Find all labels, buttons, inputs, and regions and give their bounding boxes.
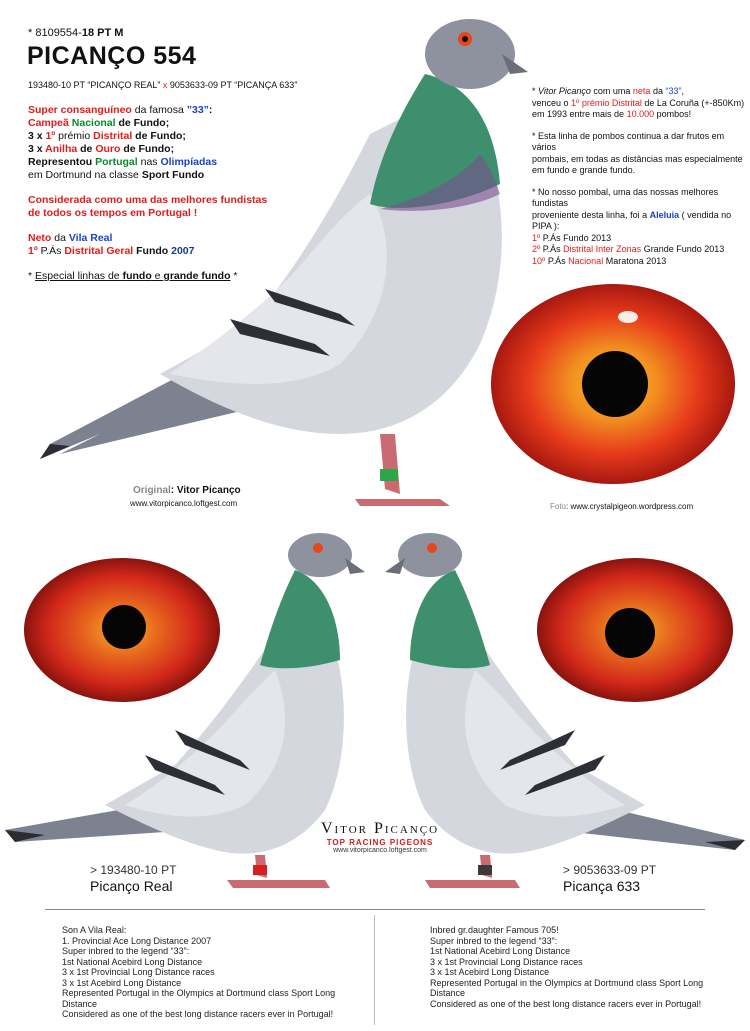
pigeon-head — [288, 533, 352, 577]
t: Super consanguíneo — [28, 104, 132, 116]
eye-closeup-main — [488, 282, 738, 492]
t: Neto — [28, 232, 52, 244]
t: 10º — [532, 255, 546, 266]
t: de La Coruña (+-850Km) — [641, 97, 745, 108]
pedigree-mother: 9053633-09 PT “PICANÇA 633” — [169, 80, 298, 90]
t: 1º — [45, 130, 56, 142]
right-info-8 — [532, 210, 747, 233]
mother-achievement-line: 3 x 1st Acebird Long Distance — [430, 967, 550, 977]
original-url: www.vitorpicanco.loftgest.com — [130, 499, 238, 508]
t: 2º — [532, 244, 541, 254]
t: de Fundo; — [132, 130, 186, 142]
right-info-5: pombais, em todas as distâncias mas especialmente — [532, 153, 743, 164]
pigeon-eye — [427, 543, 437, 553]
t: * — [532, 86, 539, 96]
t: Representou — [28, 156, 96, 168]
pigeon-beak — [345, 558, 365, 574]
father-achievement-line: Son A Vila Real: — [62, 925, 127, 935]
mother-ring: > 9053633-09 PT — [563, 863, 657, 877]
divider-vertical — [374, 915, 375, 1025]
right-info-9 — [532, 233, 747, 245]
t: ( vendida no PIPA ): — [532, 209, 732, 231]
t: da — [650, 86, 666, 96]
right-info-6: em fundo e grande fundo. — [532, 165, 636, 175]
t: * — [28, 270, 36, 282]
pedigree-x: x — [160, 80, 170, 90]
t: prémio — [55, 130, 94, 142]
mother-achievement-line: Inbred gr.daughter Famous 705! — [430, 925, 559, 935]
t: Vila Real — [68, 232, 113, 244]
pedigree-father: 193480-10 PT “PICANÇO REAL” — [28, 80, 161, 90]
ring-prefix: * 8109554- — [28, 27, 82, 39]
t: Distrital — [93, 130, 133, 142]
info-considered-2: de todos os tempos em Portugal ! — [28, 207, 198, 219]
t: 2007 — [171, 245, 195, 257]
t: Original — [133, 485, 171, 496]
pigeon-head — [398, 533, 462, 577]
t: Foto — [550, 502, 567, 511]
t: pombos! — [654, 109, 692, 119]
right-info-4: * Esta linha de pombos continua a dar frutos em vários — [532, 130, 725, 152]
mother-achievements — [430, 925, 740, 1009]
divider-horizontal — [45, 909, 705, 910]
brand-name: Vitor Picanço — [320, 820, 440, 837]
father-achievements — [62, 925, 372, 1020]
right-info-block — [532, 86, 747, 267]
father-achievement-line: Considered as one of the best long distance racers ever in Portugal! — [62, 1009, 334, 1019]
t: em Dortmund na classe — [28, 169, 142, 181]
pigeon-beak — [385, 558, 405, 574]
leg-ring — [380, 469, 398, 481]
t: : Vitor Picanço — [170, 485, 241, 496]
father-achievement-line: Represented Portugal in the Olympics at Dortmund class Sport Long Distance — [62, 988, 336, 1009]
t: ”33” — [186, 104, 209, 116]
t: de Fundo; — [120, 143, 175, 155]
t: da — [51, 232, 69, 244]
right-info-7: * No nosso pombal, uma das nossas melhores fundistas — [532, 186, 719, 208]
t: 1º prémio Distrital — [571, 97, 642, 108]
t: 10.000 — [626, 109, 655, 119]
right-info-11 — [532, 256, 747, 268]
brand-logo — [300, 820, 460, 854]
t: e — [151, 270, 164, 282]
t: P.Ás — [37, 245, 65, 257]
leg-ring — [478, 865, 492, 875]
foto-credit — [550, 502, 693, 511]
mother-achievement-line: Super inbred to the legend “33”: — [430, 935, 558, 946]
pigeon-neck — [410, 570, 490, 668]
mother-achievement-line: Represented Portugal in the Olympics at Dortmund class Sport Long Distance — [430, 977, 704, 998]
t: , — [681, 86, 684, 96]
t: venceu o — [532, 97, 572, 108]
page-title: PICANÇO 554 — [27, 42, 197, 70]
right-info-10 — [532, 244, 747, 256]
t: Vitor Picanço — [538, 86, 591, 96]
t: em 1993 entre mais de — [532, 109, 627, 119]
mother-achievement-line: Considered as one of the best long distance racers ever in Portugal! — [430, 998, 702, 1009]
t: com uma — [590, 86, 633, 96]
t: Maratona 2013 — [603, 255, 667, 266]
t: fundo — [122, 270, 152, 282]
t: Sport Fundo — [141, 169, 205, 181]
t: de — [77, 143, 96, 155]
father-achievement-line: 3 x 1st Acebird Long Distance — [62, 977, 182, 988]
father-achievement-line: Super inbred to the legend “33”: — [62, 946, 190, 956]
right-info-2 — [532, 98, 747, 110]
t: P.Ás Fundo 2013 — [540, 232, 612, 243]
pigeon-feet — [425, 880, 520, 888]
father-achievement-line: 1st National Acebird Long Distance — [62, 956, 203, 967]
t: : www.crystalpigeon.wordpress.com — [566, 502, 694, 511]
mother-achievement-line: 1st National Acebird Long Distance — [430, 946, 571, 956]
father-ring: > 193480-10 PT — [90, 863, 177, 877]
father-achievement-line: 1. Provincial Ace Long Distance 2007 — [62, 935, 212, 946]
t: nas — [137, 156, 161, 168]
t: Portugal — [95, 156, 138, 168]
pigeon-feet — [227, 880, 330, 888]
leg-ring — [253, 865, 267, 875]
father-name: Picanço Real — [90, 878, 173, 894]
t: 3 x — [28, 130, 46, 142]
t: P.Ás — [545, 255, 569, 266]
spacer — [532, 121, 747, 131]
t: Distrital Geral — [64, 245, 134, 257]
t: 1º — [28, 245, 38, 257]
t: Nacional — [71, 117, 116, 129]
pigeon-head — [425, 19, 515, 89]
t: Distrital Inter Zonas — [563, 244, 642, 254]
t: “33” — [665, 86, 682, 96]
t: Fundo — [133, 245, 172, 257]
pigeon-eye — [313, 543, 323, 553]
father-achievement-line: 3 x 1st Provincial Long Distance races — [62, 967, 215, 977]
mother-name: Picança 633 — [563, 878, 641, 894]
t: Olimpíadas — [160, 156, 218, 168]
right-info-1 — [532, 86, 747, 98]
t: neta — [632, 86, 651, 96]
t: Ouro — [95, 143, 121, 155]
spacer — [532, 177, 747, 187]
t: de Fundo; — [115, 117, 170, 129]
info-considered-1: Considerada como uma das melhores fundistas — [28, 194, 268, 206]
t: : — [208, 104, 213, 116]
t: Campeã — [28, 117, 72, 129]
t: * — [230, 270, 238, 282]
original-credit — [133, 485, 241, 496]
brand-sub: TOP RACING PIGEONS — [326, 838, 434, 847]
right-info-3 — [532, 109, 747, 121]
t: da famosa — [131, 104, 187, 116]
pigeon-neck — [260, 570, 340, 668]
t: Especial linhas de — [35, 270, 123, 282]
t: P.Ás — [540, 244, 564, 254]
t: Aleluia — [649, 209, 680, 220]
brand-url: www.vitorpicanco.loftgest.com — [333, 847, 427, 854]
t: grande fundo — [163, 270, 231, 282]
t: Anilha — [45, 143, 78, 155]
t: 3 x — [28, 143, 46, 155]
pupil — [582, 351, 648, 417]
pigeon-pupil — [462, 36, 468, 42]
t: Nacional — [568, 255, 604, 266]
ring-bold: 18 PT M — [81, 27, 124, 39]
eye-highlight — [618, 311, 638, 323]
t: Grande Fundo 2013 — [641, 244, 725, 254]
pigeon-feet — [355, 499, 450, 506]
t: 1º — [532, 232, 541, 243]
mother-achievement-line: 3 x 1st Provincial Long Distance races — [430, 956, 583, 967]
pigeon-leg — [380, 434, 400, 494]
t: proveniente desta linha, foi a — [532, 209, 650, 220]
